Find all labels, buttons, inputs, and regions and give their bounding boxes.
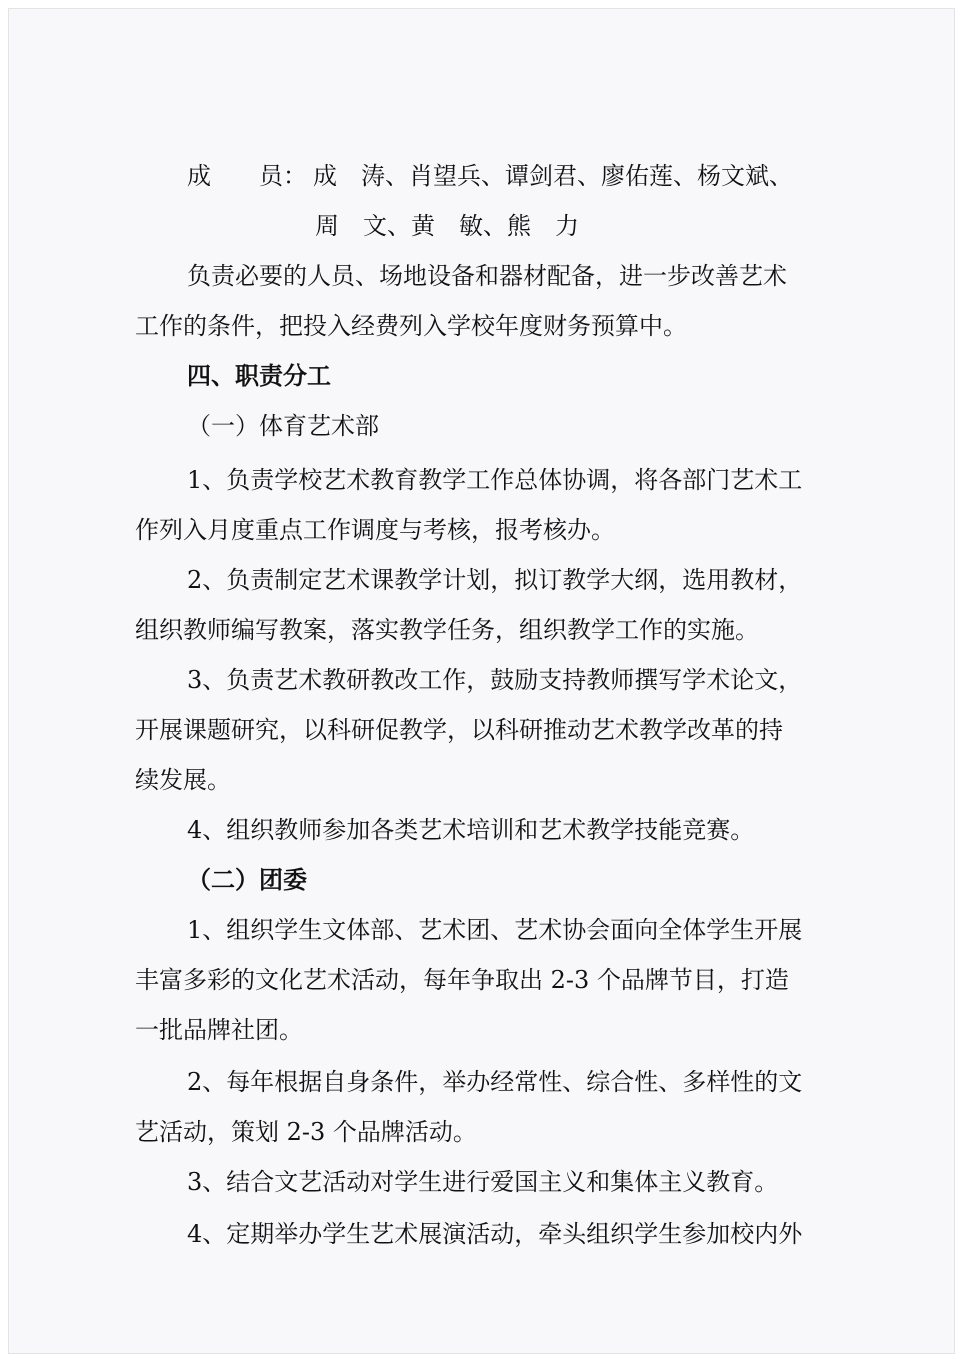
responsibility-line-1: 负责必要的人员、场地设备和器材配备，进一步改善艺术 <box>187 262 787 290</box>
document-page <box>8 8 955 1354</box>
paragraph-3-line-1: 3、负责艺术教研教改工作，鼓励支持教师撰写学术论文， <box>187 666 803 694</box>
section-heading-four: 四、职责分工 <box>187 362 331 390</box>
members-line-1 <box>187 161 793 191</box>
subsection-heading-one: （一）体育艺术部 <box>187 412 379 440</box>
members-label: 成 员： <box>187 162 307 190</box>
team-paragraph-4-line-1: 4、定期举办学生艺术展演活动，牵头组织学生参加校内外 <box>187 1220 803 1248</box>
team-paragraph-1-line-2: 丰富多彩的文化艺术活动，每年争取出 2-3 个品牌节目，打造 <box>135 966 789 994</box>
paragraph-3-line-2: 开展课题研究，以科研促教学，以科研推动艺术教学改革的持 <box>135 716 783 744</box>
paragraph-1-line-1: 1、负责学校艺术教育教学工作总体协调，将各部门艺术工 <box>187 466 803 494</box>
team-paragraph-3-line-1: 3、结合文艺活动对学生进行爱国主义和集体主义教育。 <box>187 1168 779 1196</box>
paragraph-2-line-1: 2、负责制定艺术课教学计划，拟订教学大纲，选用教材， <box>187 566 803 594</box>
paragraph-4-line-1: 4、组织教师参加各类艺术培训和艺术教学技能竞赛。 <box>187 816 755 844</box>
paragraph-2-line-2: 组织教师编写教案，落实教学任务，组织教学工作的实施。 <box>135 616 759 644</box>
members-line-2: 周 文、黄 敏、熊 力 <box>315 212 579 240</box>
subsection-heading-two: （二）团委 <box>187 866 307 894</box>
team-paragraph-2-line-1: 2、每年根据自身条件，举办经常性、综合性、多样性的文 <box>187 1068 803 1096</box>
members-names-1: 成 涛、肖望兵、谭剑君、廖佑莲、杨文斌、 <box>313 162 793 190</box>
team-paragraph-1-line-1: 1、组织学生文体部、艺术团、艺术协会面向全体学生开展 <box>187 916 803 944</box>
team-paragraph-2-line-2: 艺活动，策划 2-3 个品牌活动。 <box>135 1118 477 1146</box>
paragraph-3-line-3: 续发展。 <box>135 766 231 794</box>
responsibility-line-2: 工作的条件，把投入经费列入学校年度财务预算中。 <box>135 312 687 340</box>
team-paragraph-1-line-3: 一批品牌社团。 <box>135 1016 303 1044</box>
paragraph-1-line-2: 作列入月度重点工作调度与考核，报考核办。 <box>135 516 615 544</box>
